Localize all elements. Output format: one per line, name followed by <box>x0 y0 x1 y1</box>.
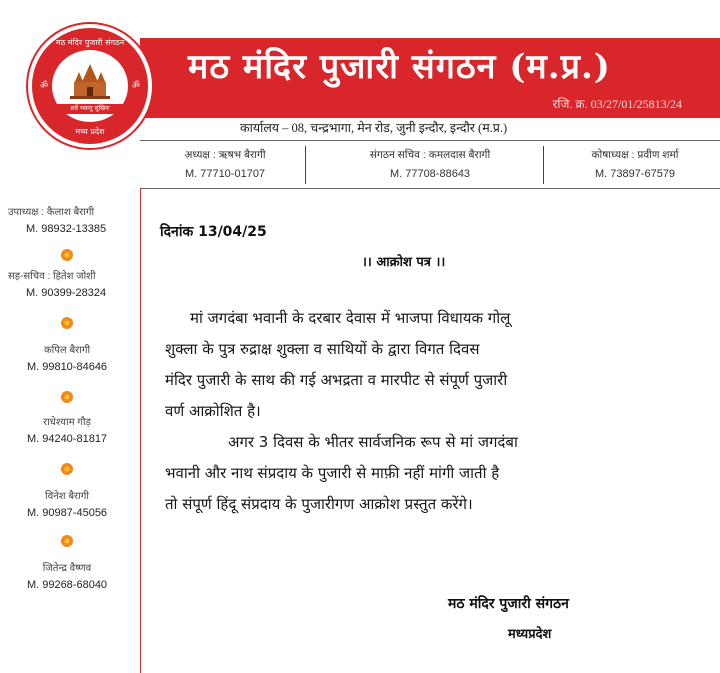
office-address: कार्यालय – 08, चन्द्रभागा, मेन रोड, जुनी इन्दौर, इन्दौर (म.प्र.) <box>240 121 508 135</box>
member-name: सह-सचिव : हितेश जोशी <box>8 271 96 282</box>
om-icon: ॐ <box>131 81 140 91</box>
logo-ribbon: सर्वे भवन्तु सुखिनः <box>56 104 124 114</box>
sidebar-member <box>0 560 134 591</box>
logo-top-text: मठ मंदिर पुजारी संगठन <box>55 38 125 47</box>
flower-icon <box>60 316 74 330</box>
officer-treasurer <box>555 148 715 180</box>
member-mobile: M. 98932-13385 <box>26 223 107 235</box>
flower-icon <box>60 390 74 404</box>
officer-mobile: M. 77710-01707 <box>184 168 266 180</box>
officer-mobile: M. 73897-67579 <box>594 168 676 180</box>
officer-secretary <box>320 148 540 180</box>
flower-icon <box>60 248 74 262</box>
om-icon: ॐ <box>40 81 49 91</box>
letter-date: दिनांक 13/04/25 <box>160 224 267 240</box>
sidebar-member <box>0 488 134 519</box>
organization-logo <box>28 24 152 148</box>
officer-title: अध्यक्ष : ऋषभ बैरागी <box>184 149 266 161</box>
paragraph-line: शुक्ला के पुत्र रुद्राक्ष शुक्ला व साथियों के द्वारा विगत दिवस <box>165 340 480 358</box>
member-mobile: M. 99810-84646 <box>26 361 108 373</box>
sidebar-member <box>0 268 134 299</box>
member-name: विनेश बैरागी <box>45 491 89 502</box>
paragraph-line: मंदिर पुजारी के साथ की गई अभद्रता व मारपीट से संपूर्ण पुजारी <box>165 371 508 389</box>
flower-icon <box>60 534 74 548</box>
sidebar-member <box>0 204 134 235</box>
divider <box>305 146 306 184</box>
officer-title: संगठन सचिव : कमलदास बैरागी <box>369 149 491 161</box>
paragraph-line: वर्ण आक्रोशित है। <box>165 402 261 420</box>
sidebar-member <box>0 342 134 373</box>
organization-title: मठ मंदिर पुजारी संगठन (म.प्र.) <box>188 47 611 87</box>
officer-title: कोषाध्यक्ष : प्रवीण शर्मा <box>591 149 679 161</box>
paragraph-line: तो संपूर्ण हिंदू संप्रदाय के पुजारीगण आक्रोश प्रस्तुत करेंगे। <box>165 495 473 513</box>
divider <box>543 146 544 184</box>
letter-subject: ।। आक्रोश पत्र ।। <box>362 255 446 270</box>
sidebar-divider <box>140 188 141 673</box>
member-name: उपाध्यक्ष : कैलाश बैरागी <box>8 207 95 218</box>
paragraph-line: मां जगदंबा भवानी के दरबार देवास में भाजपा विधायक गोलू <box>190 309 511 327</box>
signature-state: मध्यप्रदेश <box>508 627 552 642</box>
member-name: जितेन्द्र वैष्णव <box>42 563 92 574</box>
logo-bottom-text: मध्य प्रदेश <box>75 127 105 136</box>
registration-number: रजि. क्र. 03/27/01/25813/24 <box>552 97 682 111</box>
divider <box>140 140 720 141</box>
paragraph-line: अगर 3 दिवस के भीतर सार्वजनिक रूप से मां जगदंबा <box>228 433 518 451</box>
divider <box>140 188 720 189</box>
member-mobile: M. 90399-28324 <box>26 287 107 299</box>
signature-organization: मठ मंदिर पुजारी संगठन <box>448 596 569 612</box>
flower-icon <box>60 462 74 476</box>
member-name: राधेश्याम गौड़ <box>43 417 91 428</box>
member-mobile: M. 90987-45056 <box>26 507 108 519</box>
member-mobile: M. 94240-81817 <box>26 433 108 445</box>
officer-mobile: M. 77708-88643 <box>389 168 471 180</box>
member-mobile: M. 99268-68040 <box>26 579 108 591</box>
logo-inner-circle <box>52 50 128 122</box>
officer-president <box>150 148 300 180</box>
paragraph-line: भवानी और नाथ संप्रदाय के पुजारी से माफ़ी नहीं मांगी जाती है <box>165 464 500 482</box>
sidebar-member <box>0 414 134 445</box>
member-name: कपिल बैरागी <box>43 345 91 356</box>
temple-icon <box>70 62 110 102</box>
